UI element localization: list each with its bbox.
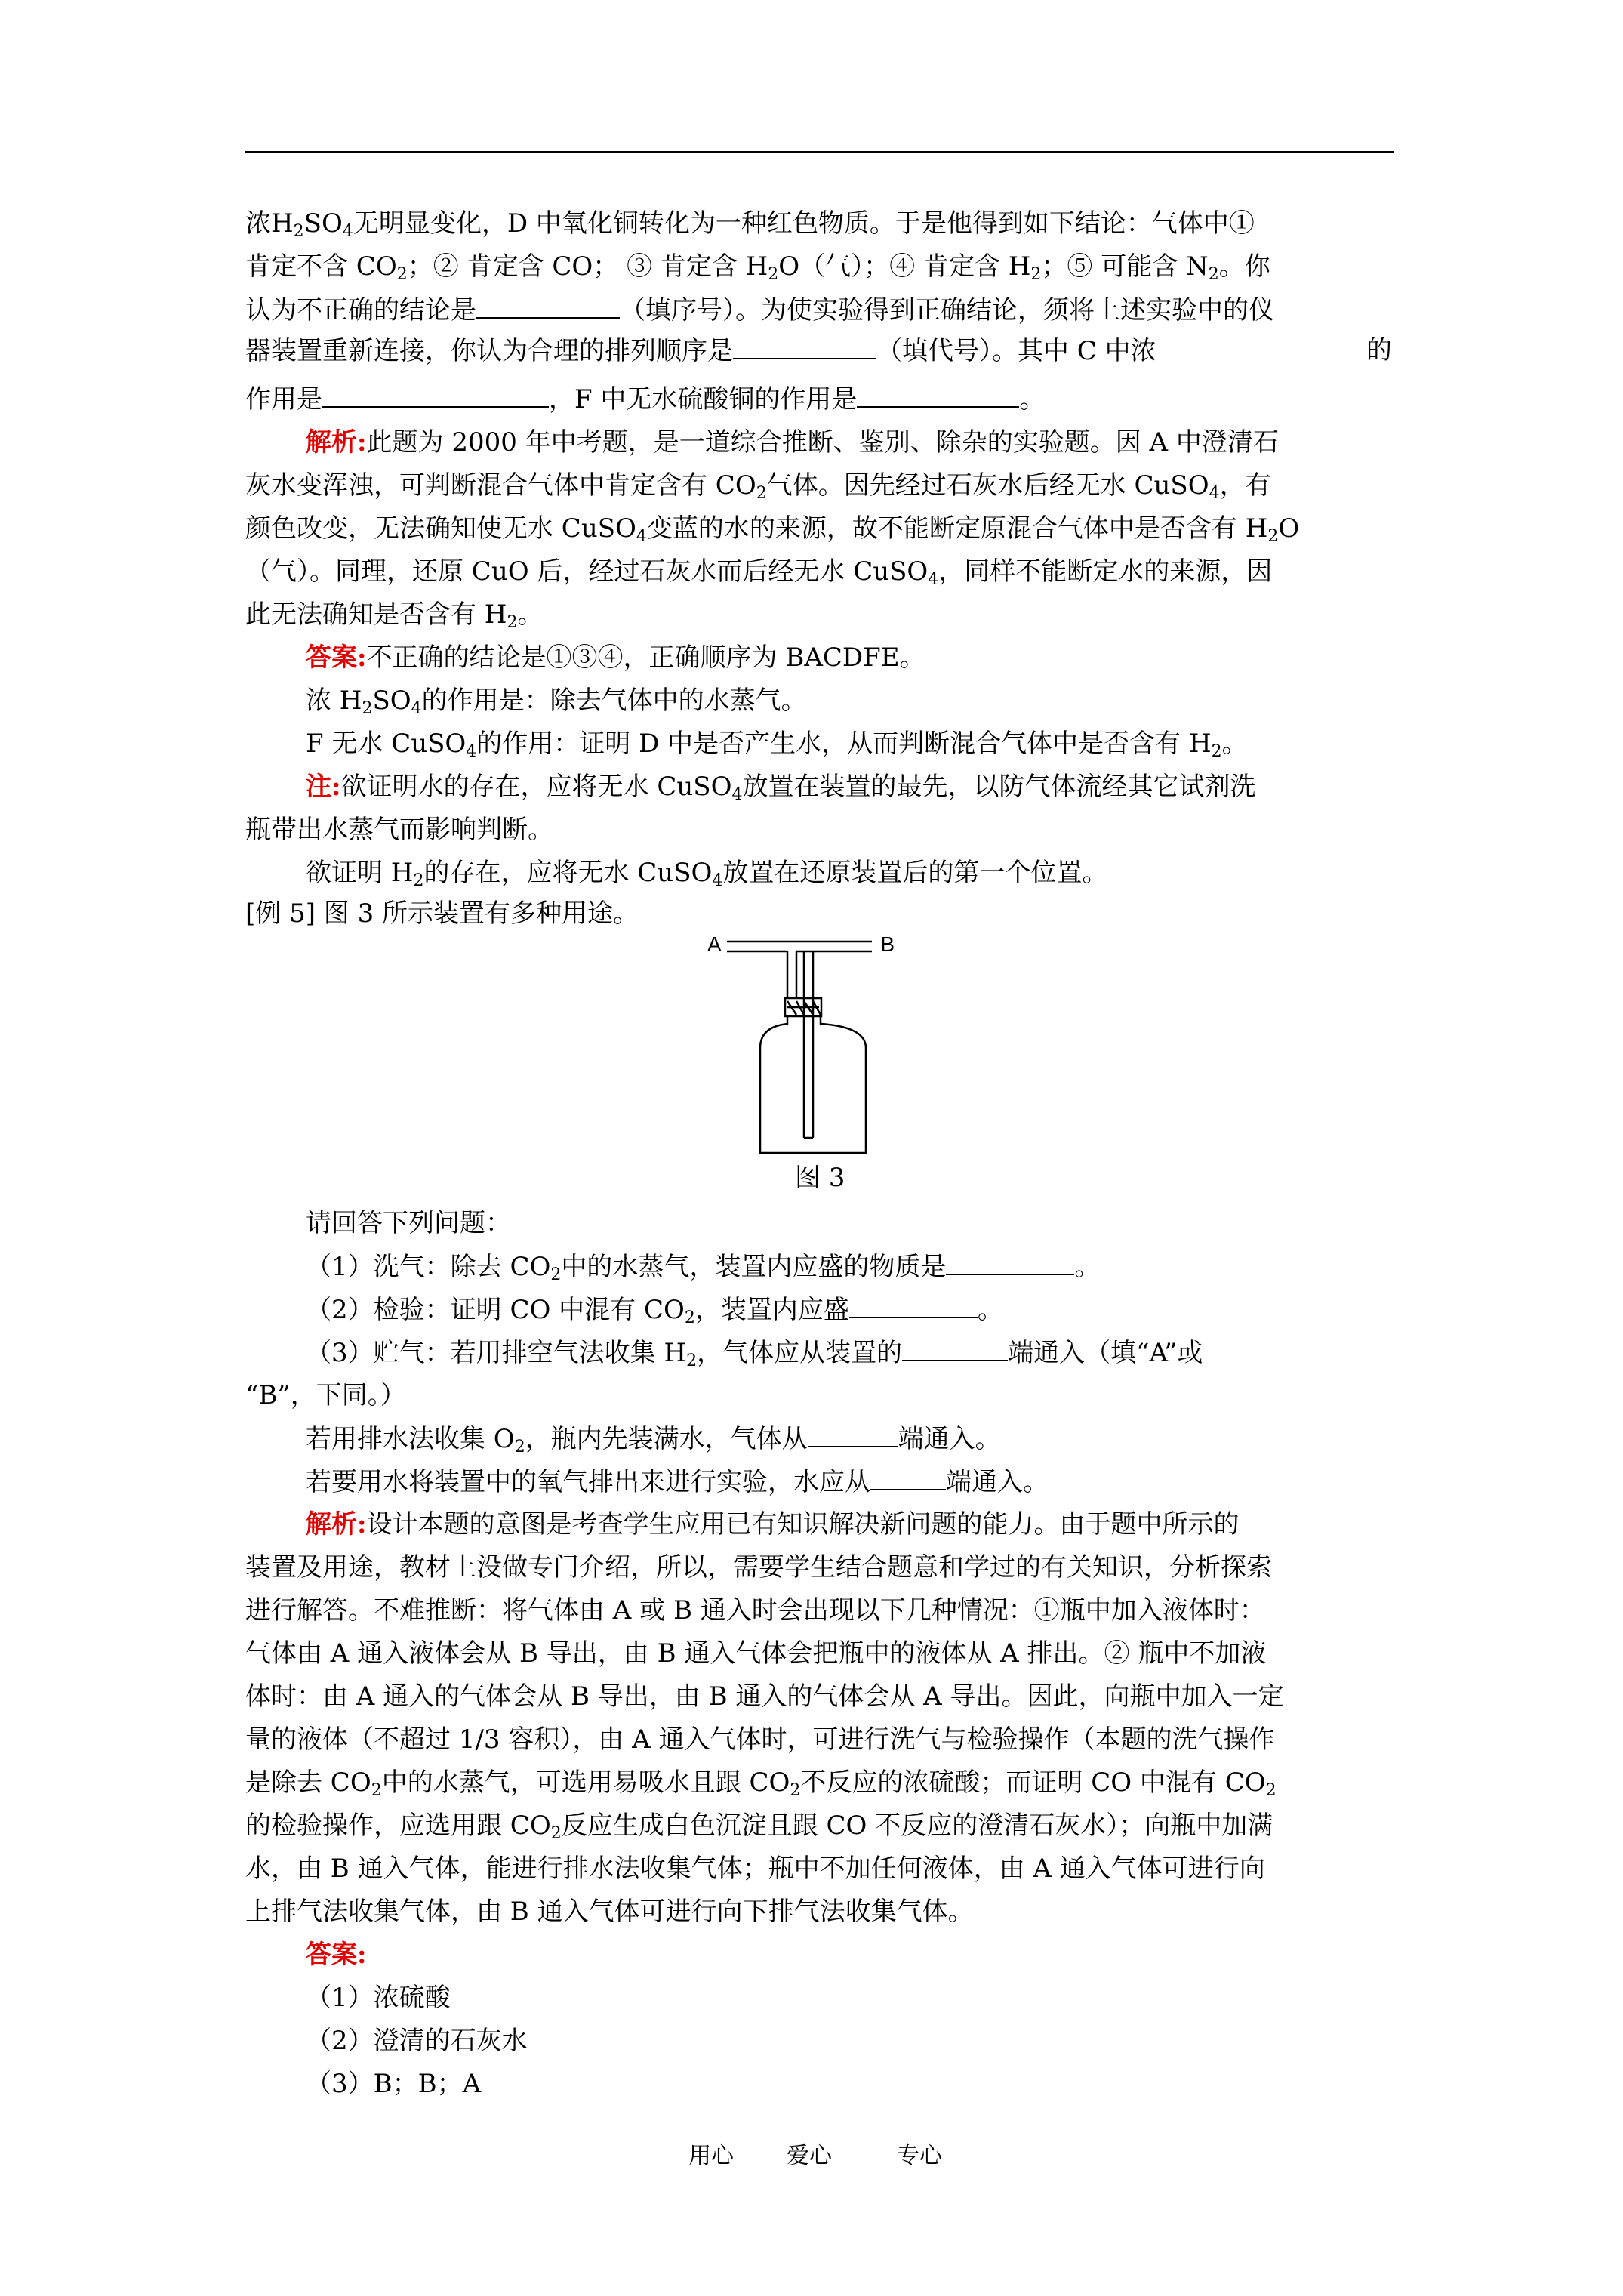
text-line: 颜色改变，无法确知使无水 CuSO$_4$变蓝的水的来源，故不能断定原混合气体中是否含有 $H_2O$: [245, 513, 1300, 546]
answer-blank: [857, 384, 1019, 408]
header-rule: [245, 151, 1394, 153]
text-line: [306, 1940, 367, 1970]
text-line: （1）浓硫酸: [306, 1983, 451, 2013]
answer-blank: [322, 384, 549, 408]
text-line: 水，由 B 通入气体，能进行排水法收集气体；瓶中不加任何液体，由 A 通入气体可进行向: [245, 1854, 1265, 1884]
figure-label-a: A: [707, 932, 722, 956]
text-line: 若用排水法收集 $O_2$，瓶内先装满水，气体从 端通入。: [306, 1424, 1001, 1456]
text-line: 此无法确知是否含有 $H_2$。: [245, 599, 544, 632]
text-line: （3）B；B；A: [306, 2069, 482, 2099]
note-label: 注:: [306, 772, 341, 802]
text-line: 作用是 ，F 中无水硫酸铜的作用是 。: [245, 384, 1046, 415]
text-line: 瓶带出水蒸气而影响判断。: [245, 815, 553, 845]
text-line: 若要用水将装置中的氧气排出来进行实验，水应从 端通入。: [306, 1467, 1049, 1497]
answer-blank: [476, 294, 620, 319]
text-line: （1）洗气：除去 $CO_2$中的水蒸气，装置内应盛的物质是 。: [306, 1252, 1101, 1284]
footer-text: 专心: [897, 2143, 942, 2169]
answer-blank: [849, 1294, 978, 1318]
text-line: F 无水 CuSO$_4$的作用：证明 D 中是否产生水，从而判断混合气体中是否含有 $H_2$。: [306, 729, 1248, 761]
footer-text: 爱心: [787, 2143, 832, 2169]
gas-bottle-figure: [691, 923, 902, 1164]
text-line: 解析:此题为 2000 年中考题，是一道综合推断、鉴别、除杂的实验题。因 A 中澄清石: [306, 427, 1279, 458]
figure-caption: 图 3: [795, 1163, 845, 1193]
footer-text: 用心: [688, 2143, 734, 2169]
answer-blank: [902, 1337, 1008, 1361]
analysis-label: 解析:: [306, 1509, 367, 1539]
text-line: 装置及用途，教材上没做专门介绍，所以，需要学生结合题意和学过的有关知识，分析探索: [245, 1552, 1272, 1583]
example-heading: [例 5] 图 3 所示装置有多种用途。: [245, 898, 639, 929]
text-line: 量的液体（不超过 1/3 容积），由 A 通入气体时，可进行洗气与检验操作（本题的洗气操作: [245, 1724, 1275, 1755]
text-line: （气）。同理，还原 CuO 后，经过石灰水而后经无水 CuSO$_4$，同样不能断定水的来源，因: [245, 556, 1273, 589]
text-line: 注:欲证明水的存在，应将无水 CuSO$_4$放置在装置的最先，以防气体流经其它试剂洗: [306, 772, 1256, 804]
text-line: 灰水变浑浊，可判断混合气体中肯定含有 $CO_2$气体。因先经过石灰水后经无水 CuSO$_4$，有: [245, 470, 1271, 503]
text-line: 肯定不含 $CO_2$；② 肯定含 CO； ③ 肯定含 $H_2O$（气）；④ 肯定含 $H_2$；⑤ 可能含 $N_2$。你: [245, 251, 1270, 284]
answer-blank: [946, 1251, 1074, 1275]
text-line: 浓 $H_2SO_4$的作用是：除去气体中的水蒸气。: [306, 686, 807, 718]
text-line: 认为不正确的结论是 （填序号）。为使实验得到正确结论，须将上述实验中的仪: [245, 295, 1274, 325]
text-line: 解析:设计本题的意图是考查学生应用已有知识解决新问题的能力。由于题中所示的: [306, 1509, 1240, 1539]
text-line: 的检验操作，应选用跟 $CO_2$反应生成白色沉淀且跟 CO 不反应的澄清石灰水）；向瓶中加满: [245, 1811, 1273, 1843]
text-line: （3）贮气：若用排空气法收集 $H_2$，气体应从装置的 端通入（填“A”或: [306, 1338, 1203, 1370]
text-line: （2）澄清的石灰水: [306, 2026, 528, 2056]
text-line: 请回答下列问题：: [306, 1208, 511, 1238]
text-line: （2）检验：证明 CO 中混有 $CO_2$，装置内应盛 。: [306, 1295, 1003, 1327]
text-line: 进行解答。不难推断：将气体由 A 或 B 通入时会出现以下几种情况：①瓶中加入液体时：: [245, 1595, 1265, 1626]
text-line: 上排气法收集气体，由 B 通入气体可进行向下排气法收集气体。: [245, 1897, 974, 1927]
text-line: “B”，下同。）: [245, 1380, 406, 1410]
text-line: 答案:不正确的结论是①③④，正确顺序为 BACDFE。: [306, 643, 925, 673]
answer-label: 答案:: [306, 643, 367, 673]
text-line: 器装置重新连接，你认为合理的排列顺序是 （填代号）。其中 C 中浓: [245, 336, 1156, 366]
text-line: 体时：由 A 通入的气体会从 B 导出，由 B 通入的气体会从 A 导出。因此，向瓶中加入一定: [245, 1681, 1284, 1712]
answer-label: 答案:: [306, 1940, 367, 1970]
answer-blank: [733, 335, 876, 359]
text-line: 的: [1366, 335, 1392, 365]
answer-blank: [808, 1423, 898, 1447]
answer-blank: [870, 1466, 946, 1490]
analysis-label: 解析:: [306, 427, 367, 458]
text-line: 浓$H_2SO_4$无明显变化，D 中氧化铜转化为一种红色物质。于是他得到如下结论：气体中①: [245, 208, 1255, 241]
text-line: 是除去 $CO_2$中的水蒸气，可选用易吸水且跟 $CO_2$不反应的浓硫酸；而证明 CO 中混有 $CO_2$: [245, 1767, 1277, 1800]
figure-label-b: B: [880, 932, 895, 956]
text-line: 欲证明 $H_2$的存在，应将无水 CuSO$_4$放置在还原装置后的第一个位置。: [306, 858, 1108, 890]
text-line: 气体由 A 通入液体会从 B 导出，由 B 通入气体会把瓶中的液体从 A 排出。② 瓶中不加液: [245, 1638, 1267, 1669]
